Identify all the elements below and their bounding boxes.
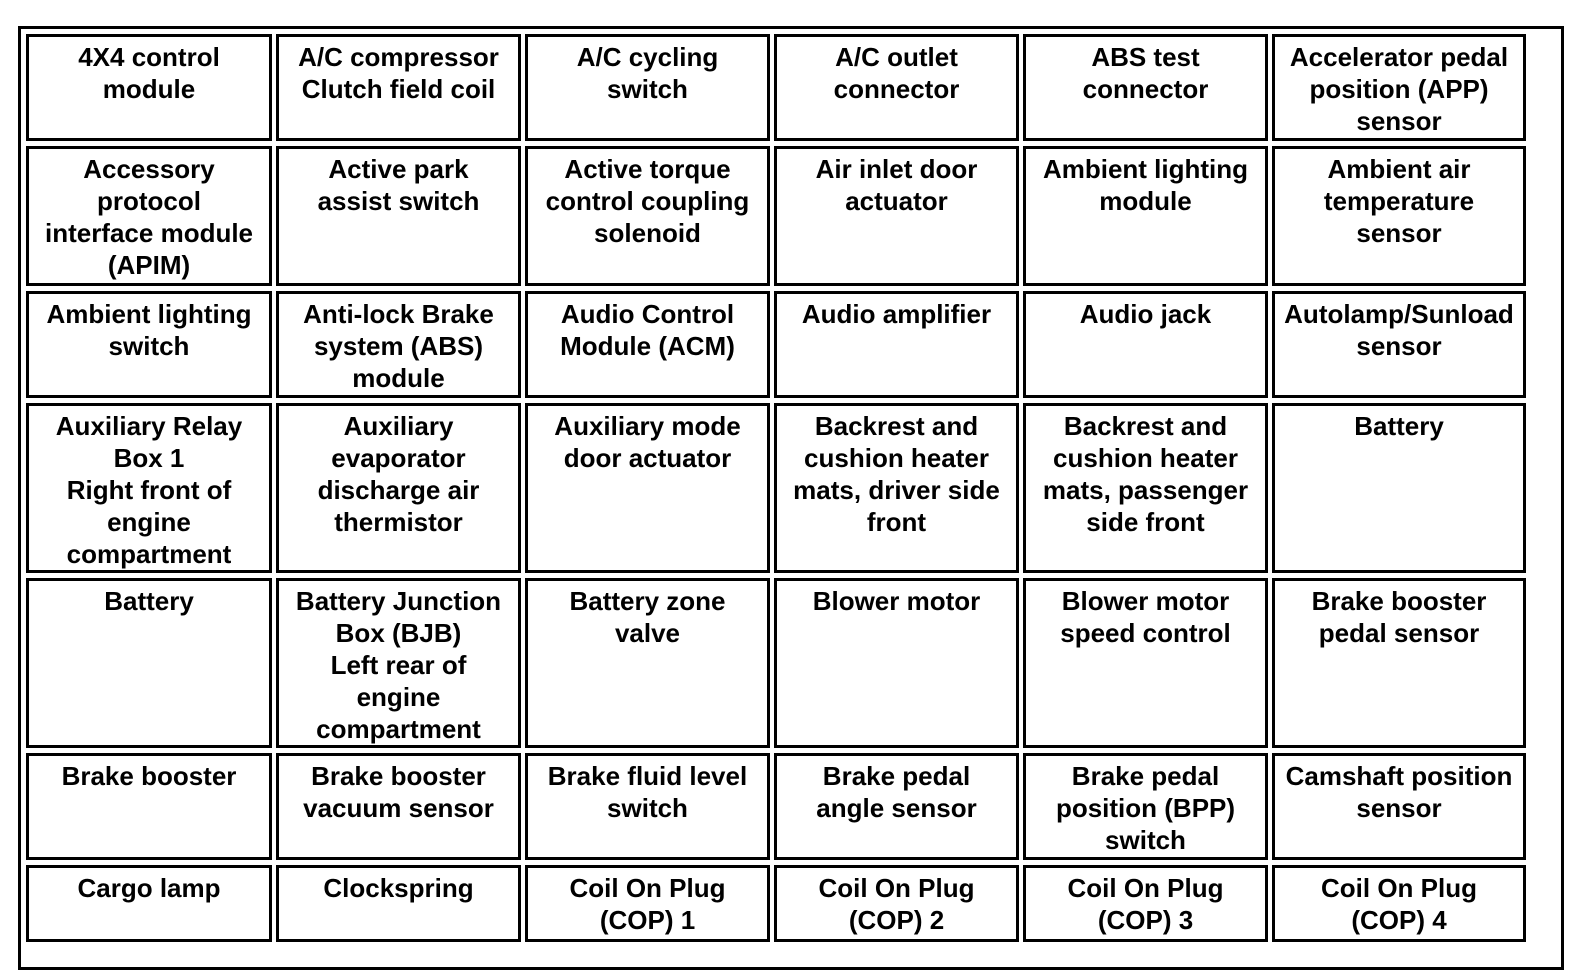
table-cell: Battery: [1272, 403, 1526, 573]
table-cell: Active torque control coupling solenoid: [525, 146, 770, 286]
table-cell: Blower motor speed control: [1023, 578, 1268, 748]
table-cell: Cargo lamp: [26, 865, 272, 942]
table-cell: Ambient air temperature sensor: [1272, 146, 1526, 286]
table-cell: Battery Junction Box (BJB) Left rear of engine compartment: [276, 578, 521, 748]
component-table-frame: [18, 26, 1564, 970]
table-cell: Brake pedal position (BPP) switch: [1023, 753, 1268, 860]
table-cell: Camshaft position sensor: [1272, 753, 1526, 860]
table-cell: Backrest and cushion heater mats, passenger side front: [1023, 403, 1268, 573]
table-cell: Coil On Plug (COP) 3: [1023, 865, 1268, 942]
table-cell: A/C outlet connector: [774, 34, 1019, 141]
table-cell: Coil On Plug (COP) 2: [774, 865, 1019, 942]
table-cell: Audio jack: [1023, 291, 1268, 398]
table-cell: Auxiliary mode door actuator: [525, 403, 770, 573]
table-cell: Clockspring: [276, 865, 521, 942]
table-cell: 4X4 control module: [26, 34, 272, 141]
table-cell: ABS test connector: [1023, 34, 1268, 141]
table-cell: Anti-lock Brake system (ABS) module: [276, 291, 521, 398]
table-cell: Brake booster: [26, 753, 272, 860]
component-table: [26, 34, 1556, 962]
table-cell: Blower motor: [774, 578, 1019, 748]
table-cell: Auxiliary Relay Box 1 Right front of engine compartment: [26, 403, 272, 573]
table-cell: Battery: [26, 578, 272, 748]
table-cell: Coil On Plug (COP) 4: [1272, 865, 1526, 942]
table-cell: Audio Control Module (ACM): [525, 291, 770, 398]
table-cell: Brake booster pedal sensor: [1272, 578, 1526, 748]
table-cell: Audio amplifier: [774, 291, 1019, 398]
table-cell: Autolamp/Sunload sensor: [1272, 291, 1526, 398]
table-cell: Coil On Plug (COP) 1: [525, 865, 770, 942]
table-cell: Auxiliary evaporator discharge air thermistor: [276, 403, 521, 573]
table-cell: Ambient lighting switch: [26, 291, 272, 398]
table-cell: Active park assist switch: [276, 146, 521, 286]
table-cell: Air inlet door actuator: [774, 146, 1019, 286]
table-cell: Brake fluid level switch: [525, 753, 770, 860]
table-cell: A/C compressor Clutch field coil: [276, 34, 521, 141]
table-cell: Brake booster vacuum sensor: [276, 753, 521, 860]
table-cell: Backrest and cushion heater mats, driver side front: [774, 403, 1019, 573]
table-cell: Accessory protocol interface module (APIM): [26, 146, 272, 286]
table-cell: Ambient lighting module: [1023, 146, 1268, 286]
table-cell: Accelerator pedal position (APP) sensor: [1272, 34, 1526, 141]
table-cell: Battery zone valve: [525, 578, 770, 748]
table-cell: Brake pedal angle sensor: [774, 753, 1019, 860]
table-cell: A/C cycling switch: [525, 34, 770, 141]
